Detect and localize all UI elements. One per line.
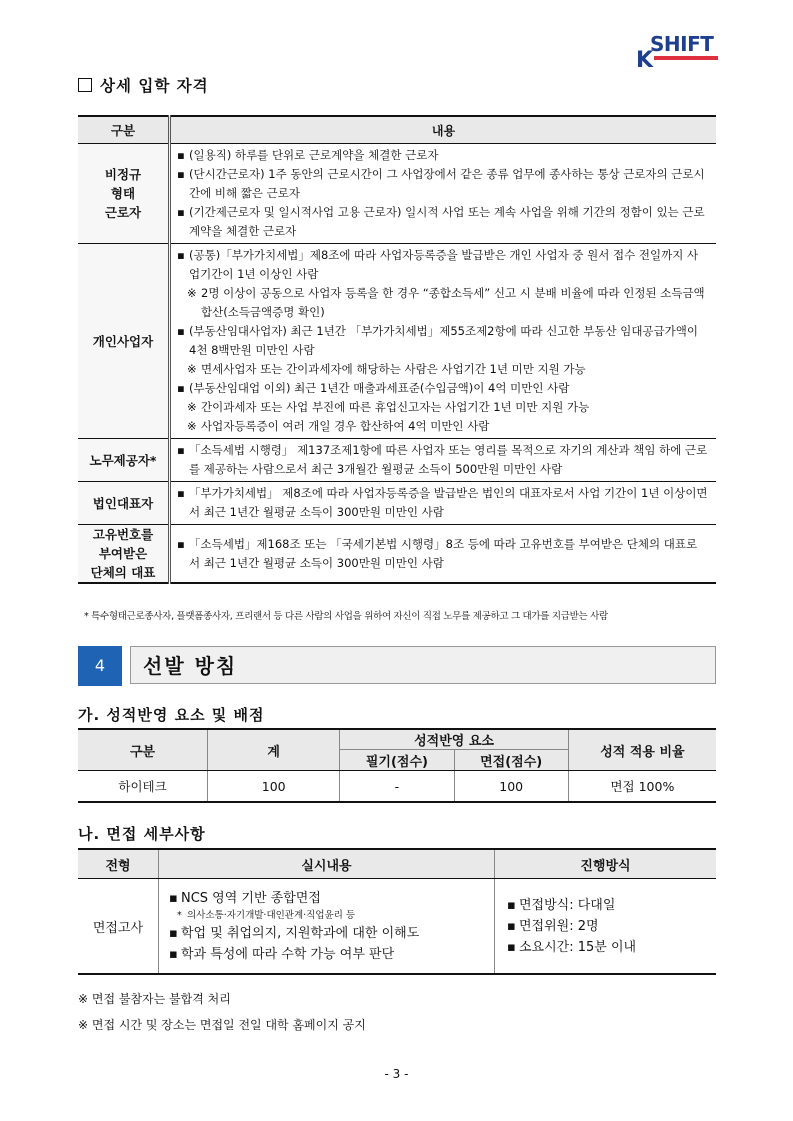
header-interview: 면접(점수) [454, 750, 568, 771]
qualification-rows [78, 144, 716, 584]
header-category: 구분 [78, 116, 170, 144]
score-table [78, 728, 716, 803]
bullet-item: ▪ (부동산임대업 이외) 최근 1년간 매출과세표준(수입금액)이 4억 미만인 사람 [177, 379, 708, 398]
heading-score-elements: 가. 성적반영 요소 및 배점 [78, 706, 265, 724]
heading-admission-qualification: 상세 입학 자격 [78, 74, 209, 96]
cell-ratio: 면접 100% [568, 771, 716, 803]
bullet-item: ▪ (일용직) 하루를 단위로 근로계약을 체결한 근로자 [177, 146, 708, 165]
logo-k: K [636, 48, 654, 73]
section-header [78, 646, 718, 686]
row-label: 개인사업자 [78, 244, 170, 439]
row-label: 고유번호를 부여받은 단체의 대표 [78, 525, 170, 584]
row-label: 노무제공자* [78, 439, 170, 482]
cell-content [159, 879, 495, 975]
cell-written: - [340, 771, 454, 803]
cell-type: 면접고사 [78, 879, 159, 975]
kshift-logo [636, 34, 720, 72]
table-row [78, 244, 716, 439]
table-row [78, 482, 716, 525]
logo-bar [654, 56, 718, 60]
header-content: 내용 [170, 116, 717, 144]
row-label: 비정규 형태 근로자 [78, 144, 170, 244]
row-content [171, 533, 716, 575]
table-row [78, 144, 716, 244]
header-total: 계 [208, 729, 340, 771]
table-row [78, 879, 716, 975]
content-item: ▪ 학과 특성에 따라 수학 가능 여부 판단 [169, 944, 490, 965]
note-absent: ※ 면접 불참자는 불합격 처리 [78, 992, 231, 1006]
note-item: ※ 간이과세자 또는 사업 부진에 따른 휴업신고자는 사업기간 1년 미만 지원 가능 [177, 398, 708, 417]
bullet-item: ▪ (기간제근로자 및 일시적사업 고용 근로자) 일시적 사업 또는 계속 사업을 위해 기간의 정함이 있는 근로계약을 체결한 근로자 [177, 203, 708, 241]
table-header-row [78, 116, 716, 144]
heading-interview-details: 나. 면접 세부사항 [78, 825, 206, 843]
header-method: 진행방식 [495, 849, 717, 879]
header-content: 실시내용 [159, 849, 495, 879]
cell-category: 하이테크 [78, 771, 208, 803]
logo-text: SHIFT [650, 32, 714, 56]
table-row [78, 525, 716, 584]
qualification-table [78, 115, 716, 584]
note-item: ※ 2명 이상이 공동으로 사업자 등록을 한 경우 “종합소득세” 신고 시 분배 비율에 따라 인정된 소득금액 합산(소득금액증명 확인) [177, 284, 708, 322]
header-score-elements: 성적반영 요소 [340, 729, 569, 750]
row-content [171, 482, 716, 524]
bullet-item: ▪ (공통)「부가가치세법」제8조에 따라 사업자등록증을 발급받은 개인 사업자 중 원서 접수 전일까지 사업기간이 1년 이상인 사람 [177, 246, 708, 284]
cell-interview: 100 [454, 771, 568, 803]
method-item: ▪ 면접위원: 2명 [507, 916, 708, 937]
cell-method [495, 879, 717, 975]
content-item: ▪ NCS 영역 기반 종합면접 [169, 888, 490, 909]
bullet-item: ▪ 「부가가치세법」 제8조에 따라 사업자등록증을 발급받은 법인의 대표자로서 사업 기간이 1년 이상이면서 최근 1년간 월평균 소득이 300만원 미만인 사람 [177, 484, 708, 522]
row-label: 법인대표자 [78, 482, 170, 525]
bullet-item: ▪ 「소득세법」제168조 또는 「국세기본법 시행령」8조 등에 따라 고유번호를 부여받은 단체의 대표로서 최근 1년간 월평균 소득이 300만원 미만인 사람 [177, 535, 708, 573]
header-written: 필기(점수) [340, 750, 454, 771]
method-item: ▪ 소요시간: 15분 이내 [507, 937, 708, 958]
header-category: 구분 [78, 729, 208, 771]
header-type: 전형 [78, 849, 159, 879]
method-item: ▪ 면접방식: 다대일 [507, 895, 708, 916]
row-content [171, 439, 716, 481]
bullet-item: ▪ (단시간근로자) 1주 동안의 근로시간이 그 사업장에서 같은 종류 업무에 종사하는 통상 근로자의 근로시간에 비해 짧은 근로자 [177, 165, 708, 203]
header-ratio: 성적 적용 비율 [568, 729, 716, 771]
bullet-item: ▪ (부동산임대사업자) 최근 1년간 「부가가치세법」제55조제2항에 따라 신고한 부동산 임대공급가액이 4천 8백만원 미만인 사람 [177, 322, 708, 360]
cell-total: 100 [208, 771, 340, 803]
checkbox-square-icon [78, 78, 92, 92]
interview-table [78, 848, 716, 975]
bullet-item: ▪ 「소득세법 시행령」 제137조제1항에 따른 사업자 또는 영리를 목적으로 자기의 계산과 책임 하에 근로를 제공하는 사람으로서 최근 3개월간 월평균 소득이 500만원 미만인 사람 [177, 441, 708, 479]
content-item-note: * 의사소통·자기개발·대인관계·직업윤리 등 [169, 909, 490, 923]
content-item: ▪ 학업 및 취업의지, 지원학과에 대한 이해도 [169, 923, 490, 944]
note-item: ※ 면세사업자 또는 간이과세자에 해당하는 사람은 사업기간 1년 미만 지원 가능 [177, 360, 708, 379]
row-content [171, 244, 716, 438]
table-row [78, 439, 716, 482]
page-number: - 3 - [384, 1067, 409, 1081]
table-row [78, 771, 716, 803]
note-item: ※ 사업자등록증이 여러 개일 경우 합산하여 4억 미만인 사람 [177, 417, 708, 436]
section-number: 4 [78, 646, 122, 686]
note-schedule: ※ 면접 시간 및 장소는 면접일 전일 대학 홈페이지 공지 [78, 1018, 366, 1032]
row-content [171, 144, 716, 243]
footnote-labor-provider: * 특수형태근로종사자, 플랫폼종사자, 프리랜서 등 다른 사람의 사업을 위하여 자신이 직접 노무를 제공하고 그 대가를 지급받는 사람 [84, 611, 608, 622]
section-title: 선발 방침 [130, 646, 716, 684]
